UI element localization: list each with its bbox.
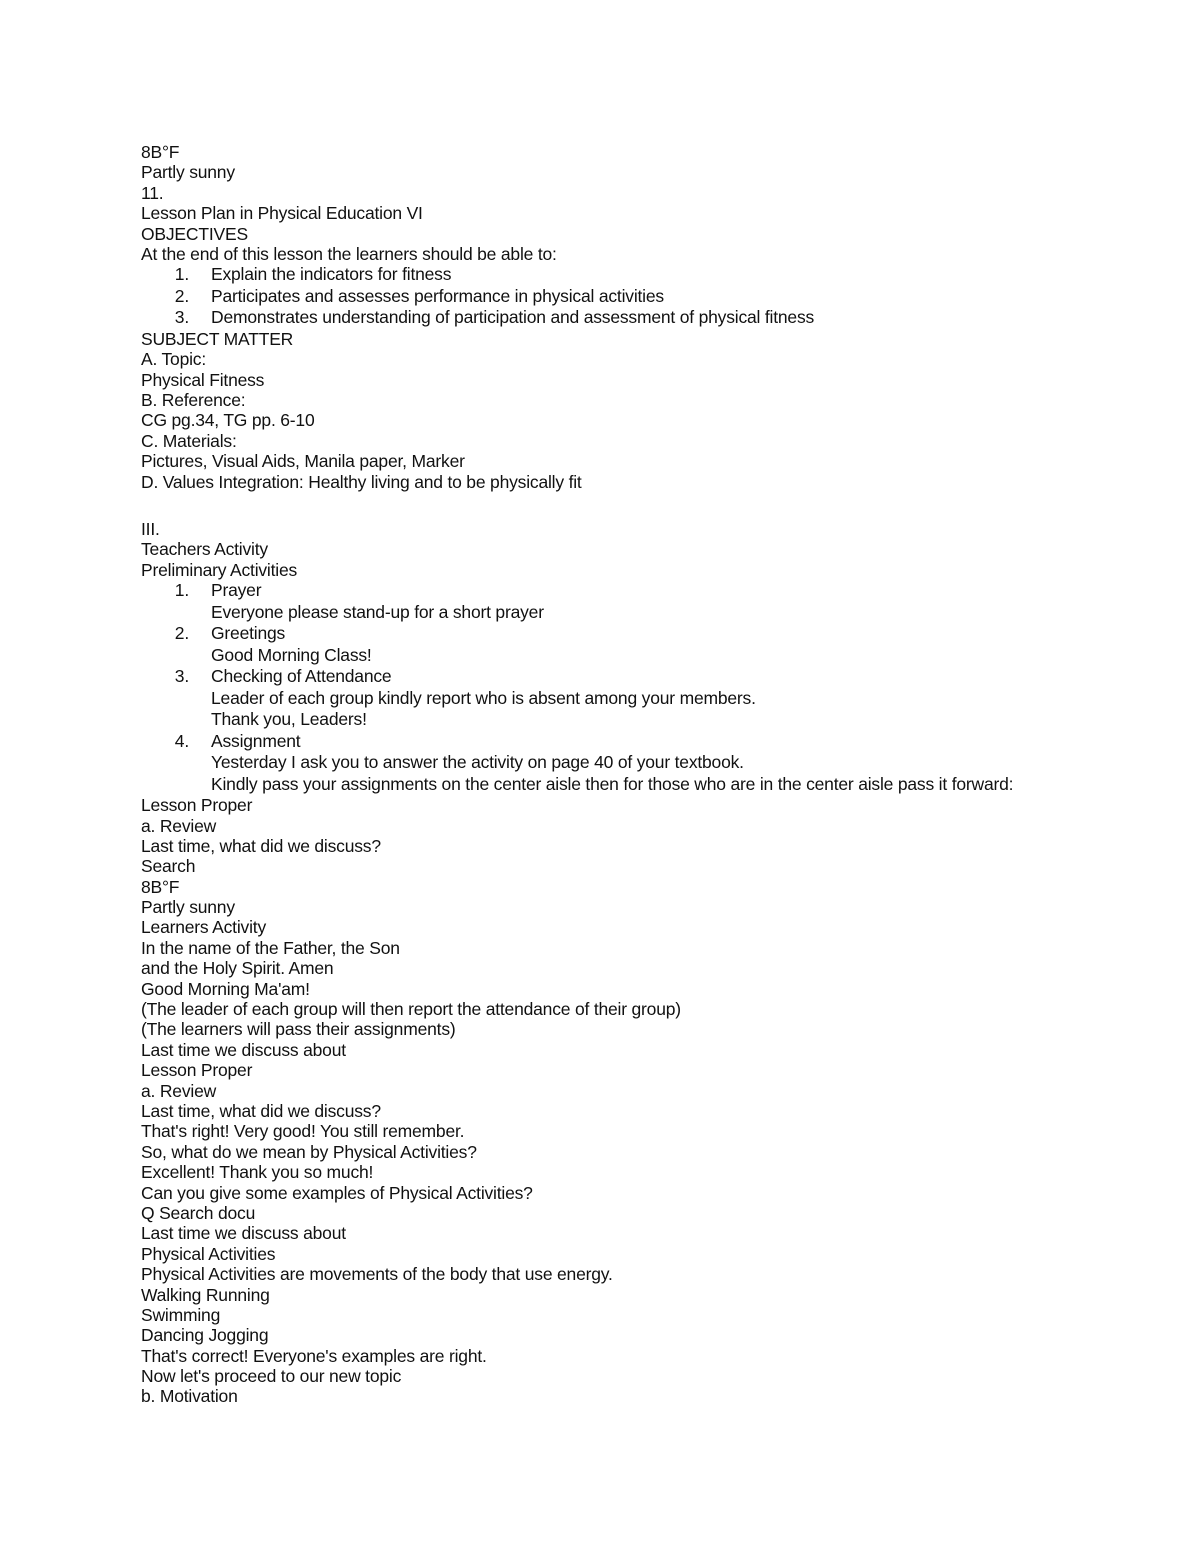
preliminary-item-number: 1. (174, 580, 189, 601)
objective-text: Participates and assesses performance in physical activities (211, 285, 664, 306)
objective-item (141, 286, 1141, 308)
body-line: Physical Activities (141, 1243, 276, 1264)
body-line: Last time, what did we discuss? (141, 835, 381, 856)
preliminary-item-line: Everyone please stand-up for a short prayer (211, 601, 544, 622)
body-line: Physical Activities are movements of the body that use energy. (141, 1264, 613, 1285)
objective-text: Demonstrates understanding of participation and assessment of physical fitness (211, 307, 815, 328)
document-title: Lesson Plan in Physical Education VI (141, 203, 423, 224)
body-line: Q Search docu (141, 1202, 256, 1223)
preliminary-activities-heading: Preliminary Activities (141, 559, 298, 580)
body-line: a. Review (141, 1080, 217, 1101)
body-line: (The leader of each group will then report the attendance of their group) (141, 999, 681, 1020)
topic-value: Physical Fitness (141, 369, 265, 390)
preliminary-item-line: Thank you, Leaders! (211, 709, 367, 730)
preliminary-item-number: 4. (174, 730, 189, 751)
objective-number: 3. (174, 307, 189, 328)
body-line: Now let's proceed to our new topic (141, 1366, 402, 1387)
values-integration: D. Values Integration: Healthy living and to be physically fit (141, 471, 582, 492)
body-line: (The learners will pass their assignments) (141, 1019, 456, 1040)
preliminary-item (141, 580, 1141, 602)
body-line: Good Morning Ma'am! (141, 978, 310, 999)
body-line: Last time, what did we discuss? (141, 1101, 381, 1121)
section-number: 11. (141, 182, 164, 203)
body-line: Can you give some examples of Physical Activities? (141, 1182, 533, 1203)
body-line: Excellent! Thank you so much! (141, 1162, 374, 1183)
body-line: In the name of the Father, the Son (141, 937, 400, 958)
body-line: Lesson Proper (141, 795, 253, 816)
preliminary-item (141, 731, 1141, 753)
preliminary-item (141, 666, 1141, 688)
preliminary-item-line: Good Morning Class! (211, 644, 372, 665)
body-line: Walking Running (141, 1284, 270, 1305)
weather-status: Partly sunny (141, 162, 235, 183)
preliminary-item-number: 3. (174, 666, 189, 687)
body-line: and the Holy Spirit. Amen (141, 958, 334, 979)
preliminary-item-line: Leader of each group kindly report who is absent among your members. (211, 687, 756, 708)
body-line: Dancing Jogging (141, 1325, 269, 1346)
body-line: b. Motivation (141, 1386, 238, 1407)
objective-item (141, 307, 1141, 329)
temperature: 8B°F (141, 142, 180, 162)
body-line: Learners Activity (141, 917, 266, 938)
materials-label: C. Materials: (141, 430, 237, 451)
objective-text: Explain the indicators for fitness (211, 264, 452, 285)
body-line: Last time we discuss about (141, 1223, 346, 1244)
body-line: That's correct! Everyone's examples are right. (141, 1345, 487, 1366)
objective-number: 1. (174, 264, 189, 285)
body-line: That's right! Very good! You still remember. (141, 1121, 465, 1142)
preliminary-item (141, 623, 1141, 645)
body-line: Last time we discuss about (141, 1039, 346, 1060)
objective-item (141, 264, 1141, 286)
body-line: a. Review (141, 815, 217, 836)
preliminary-item-title: Checking of Attendance (211, 666, 392, 687)
body-line: So, what do we mean by Physical Activities? (141, 1141, 477, 1162)
blank-gap (141, 492, 1141, 519)
reference-label: B. Reference: (141, 390, 246, 411)
reference-value: CG pg.34, TG pp. 6-10 (141, 410, 315, 431)
body-line: Swimming (141, 1304, 221, 1325)
objectives-intro: At the end of this lesson the learners should be able to: (141, 243, 557, 264)
body-line: Partly sunny (141, 897, 235, 918)
objectives-heading: OBJECTIVES (141, 223, 248, 244)
objective-number: 2. (174, 285, 189, 306)
subject-matter-heading: SUBJECT MATTER (141, 328, 294, 349)
preliminary-item-title: Assignment (211, 730, 301, 751)
preliminary-item-title: Greetings (211, 623, 286, 644)
preliminary-item-title: Prayer (211, 580, 262, 601)
topic-label: A. Topic: (141, 349, 206, 370)
body-line: Lesson Proper (141, 1060, 253, 1081)
body-line: 8B°F (141, 876, 180, 897)
materials-value: Pictures, Visual Aids, Manila paper, Marker (141, 451, 465, 472)
body-line: Search (141, 856, 196, 877)
preliminary-item-number: 2. (174, 623, 189, 644)
section-iii-number: III. (141, 518, 160, 539)
teachers-activity-heading: Teachers Activity (141, 539, 268, 560)
preliminary-item-line: Yesterday I ask you to answer the activity on page 40 of your textbook. (211, 752, 744, 773)
document-page (141, 142, 1141, 1407)
preliminary-item-line: Kindly pass your assignments on the center aisle then for those who are in the center aisle pass it forward: (211, 773, 1014, 794)
